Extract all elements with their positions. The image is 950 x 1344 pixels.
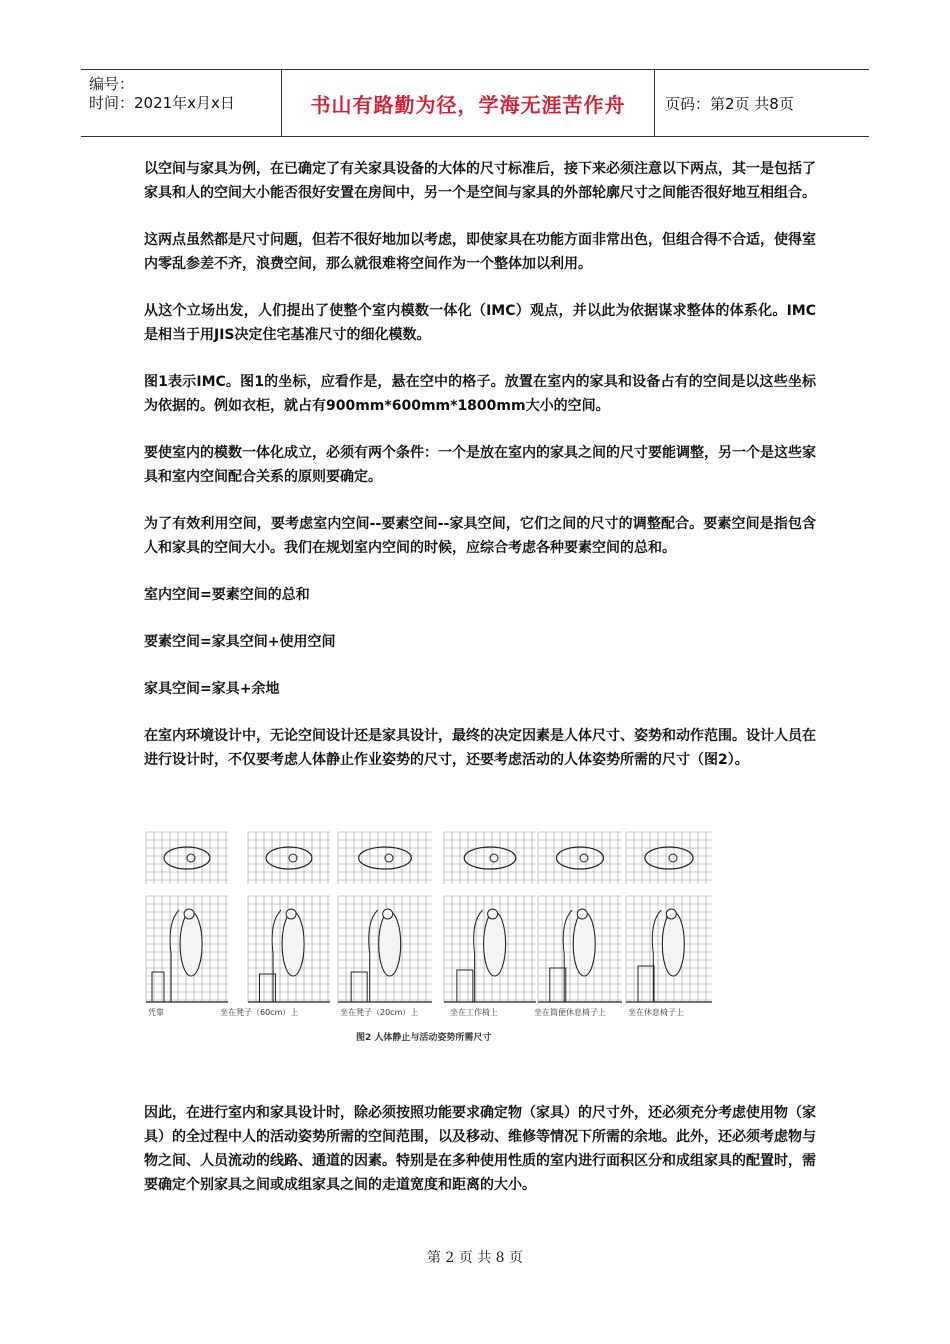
posture-figure [379,912,401,976]
figure-head [286,909,296,919]
figure-caption: 图2 人体静止与活动姿势所需尺寸 [356,1033,492,1043]
header-page-cell [655,70,869,136]
figure-label: 坐在简便休息椅子上 [534,1008,606,1017]
paragraph: 因此，在进行室内和家具设计时，除必须按照功能要求确定物（家具）的尺寸外，还必须充分考虑使用物（家具）的全过程中人的活动姿势所需的空间范围，以及移动、维修等情况下所需的余地。此外，还必须考虑物与物之间、人员流动的线路、通道的因素。特别是在多种使用性质的室内进行面积区分和成组家具的配置时，需要确定个别家具之间或成组家具之间的走道宽度和距离的大小。 [144,1105,816,1193]
figure-outline [563,910,572,1002]
paragraph: 为了有效利用空间，要考虑室内空间--要素空间--家具空间，它们之间的尺寸的调整配合。要素空间是指包含人和家具的空间大小。我们在规划室内空间的时候，应综合考虑各种要素空间的总和。 [144,516,816,556]
posture-figure [662,912,684,976]
motto: 书山有路勤为径，学海无涯苦作舟 [310,92,626,117]
seat-block [351,972,367,1002]
figure-label: 坐在工作椅上 [450,1008,498,1017]
figure-outline [369,910,378,1002]
posture-figure [573,912,595,976]
seat-block [457,970,473,1002]
seat-block [550,968,566,1002]
figure-head [383,909,393,919]
page-footer: 第 2 页 共 8 页 [426,1250,524,1266]
header-motto-cell [282,70,655,136]
plan-head [669,854,677,862]
figure-label: 坐在休息椅子上 [628,1008,684,1017]
figure-head [184,909,194,919]
figure-label: 坐在凳子（20cm）上 [340,1008,419,1017]
figure-head [577,909,587,919]
paragraph: 图1表示IMC。图1的坐标，应看作是，悬在空中的格子。放置在室内的家具和设备占有的空间是以这些坐标为依据的。例如衣柜，就占有900mm*600mm*1800mm大小的空间。 [144,374,816,414]
paragraph: 从这个立场出发，人们提出了使整个室内模数一体化（IMC）观点，并以此为依据谋求整体的体系化。IMC是相当于用JIS决定住宅基准尺寸的细化模数。 [144,303,816,343]
figure-2 [142,826,714,1046]
figure-head [666,909,676,919]
body-text-continued [144,1101,816,1220]
plan-head [490,854,498,862]
header-table [81,69,869,137]
number-label: 编号： [89,75,135,93]
header-meta-cell [81,70,282,136]
paragraph: 以空间与家具为例，在已确定了有关家具设备的大体的尺寸标准后，接下来必须注意以下两点，其一是包括了家具和人的空间大小能否很好安置在房间中，另一个是空间与家具的外部轮廓尺寸之间能否很好地互相组合。 [144,161,816,201]
time-label: 时间：2021年x月x日 [89,94,235,112]
posture-figure [180,912,202,976]
formula-line: 要素空间=家具空间+使用空间 [144,634,336,650]
figure-label: 凭靠 [148,1008,164,1017]
plan-head [580,854,588,862]
formula-line: 室内空间=要素空间的总和 [144,587,310,603]
formula-line: 家具空间=家具+余地 [144,681,280,697]
posture-figure [484,912,506,976]
figure-outline [474,910,483,1002]
paragraph: 要使室内的模数一体化成立，必须有两个条件：一个是放在室内的家具之间的尺寸要能调整，另一个是这些家具和室内空间配合关系的原则要确定。 [144,445,816,485]
body-text [144,157,816,795]
paragraph: 这两点虽然都是尺寸问题，但若不很好地加以考虑，即使家具在功能方面非常出色，但组合得不合适，使得室内零乱参差不齐，浪费空间，那么就很难将空间作为一个整体加以利用。 [144,232,816,272]
posture-figure [282,912,304,976]
figure-label: 坐在凳子（60cm）上 [220,1008,299,1017]
figure-head [488,909,498,919]
figure-image [142,826,714,1026]
page-info: 页码：第2页 共8页 [665,94,794,113]
paragraph: 在室内环境设计中，无论空间设计还是家具设计，最终的决定因素是人体尺寸、姿势和动作范围。设计人员在进行设计时，不仅要考虑人体静止作业姿势的尺寸，还要考虑活动的人体姿势所需的尺寸（图2）。 [144,728,816,768]
